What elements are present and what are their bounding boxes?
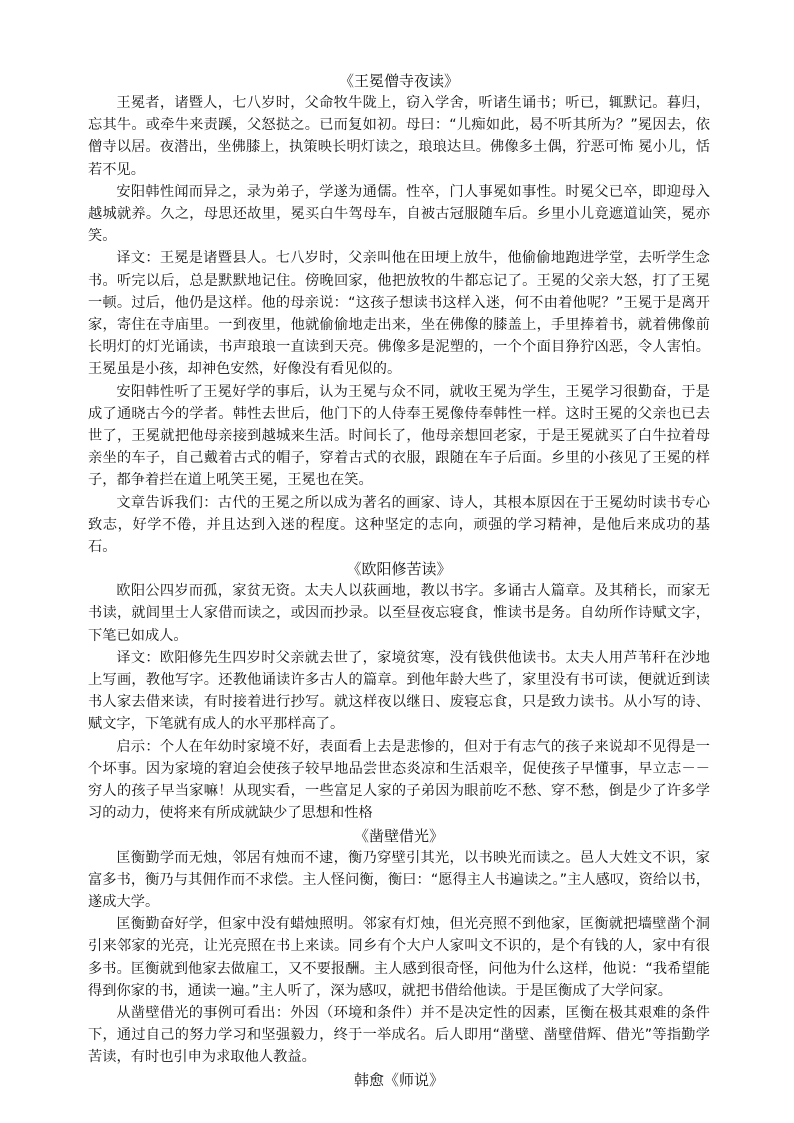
section-title: 韩愈《师说》 xyxy=(353,1070,444,1089)
section-zaobi xyxy=(88,825,710,1069)
paragraph: 安阳韩性闻而异之，录为弟子，学遂为通儒。性卒，门人事冕如事性。时冕父已卒，即迎母入越城就养。久之，母思还故里，冕买白牛驾母车，自被古冠服随车后。乡里小儿竟遮道讪笑，冕亦笑。 xyxy=(88,183,710,245)
document-page xyxy=(88,70,710,1091)
paragraph: 安阳韩性听了王冕好学的事后，认为王冕与众不同，就收王冕为学生，王冕学习很勤奋，于是成了通晓古今的学者。韩性去世后，他门下的人侍奉王冕像侍奉韩性一样。这时王冕的父亲也已去世了，王冕就把他母亲接到越城来生活。时间长了，他母亲想回老家，于是王冕就买了白牛拉着母亲坐的车子，自己戴着古式的帽子，穿着古式的衣服，跟随在车子后面。乡里的小孩见了王冕的样子，都争着拦在道上吼笑王冕，王冕也在笑。 xyxy=(88,383,710,489)
paragraph: 王冕者，诸暨人，七八岁时，父命牧牛陇上，窃入学舍，听诸生诵书；听已，辄默记。暮归，忘其牛。或牵牛来责蹊，父怒挞之。已而复如初。母曰：“儿痴如此，曷不听其所为？”冕因去，依僧寺以居。夜潜出，坐佛膝上，执策映长明灯读之，琅琅达旦。佛像多土偶，狞恶可怖 冕小儿，恬若不见。 xyxy=(88,95,710,178)
paragraph: 启示：个人在年幼时家境不好，表面看上去是悲惨的，但对于有志气的孩子来说却不见得是一个坏事。因为家境的窘迫会使孩子较早地品尝世态炎凉和生活艰辛，促使孩子早懂事，早立志－－穷人的孩子早当家嘛！从现实看，一些富足人家的子弟因为眼前吃不愁、穿不愁，倒是少了许多学习的动力，使将来有所成就缺少了思想和性格 xyxy=(88,738,710,822)
paragraph: 匡衡勤奋好学，但家中没有蜡烛照明。邻家有灯烛，但光亮照不到他家，匡衡就把墙壁凿个洞引来邻家的光亮，让光亮照在书上来读。同乡有个大户人家叫文不识的，是个有钱的人，家中有很多书。匡衡就到他家去做雇工，又不要报酬。主人感到很奇怪，问他为什么这样，他说：“我希望能得到你家的书，通读一遍。”主人听了，深为感叹，就把书借给他读。于是匡衡成了大学问家。 xyxy=(88,916,710,999)
section-title: 《王冕僧寺夜读》 xyxy=(338,72,459,90)
section-ouyangxiu xyxy=(88,558,710,824)
paragraph: 译文：欧阳修先生四岁时父亲就去世了，家境贫寒，没有钱供他读书。太夫人用芦苇秆在沙地上写画，教他写字。还教他诵读许多古人的篇章。到他年龄大些了，家里没有书可读，便就近到读书人家去借来读，有时接着进行抄写。就这样夜以继日、废寝忘食，只是致力读书。从小写的诗、赋文字，下笔就有成人的水平那样高了。 xyxy=(88,649,710,733)
section-title: 《欧阳修苦读》 xyxy=(346,560,452,579)
paragraph: 译文：王冕是诸暨县人。七八岁时，父亲叫他在田埂上放牛，他偷偷地跑进学堂，去听学生念书。听完以后，总是默默地记住。傍晚回家，他把放牧的牛都忘记了。王冕的父亲大怒，打了王冕一顿。过后，他仍是这样。他的母亲说：“这孩子想读书这样入迷，何不由着他呢？”王冕于是离开家，寄住在寺庙里。一到夜里，他就偷偷地走出来，坐在佛像的膝盖上，手里捧着书，就着佛像前长明灯的灯光诵读，书声琅琅一直读到天亮。佛像多是泥塑的，一个个面目狰狞凶恶，令人害怕。王冕虽是小孩，却神色安然，好像没有看见似的。 xyxy=(88,250,710,378)
paragraph: 文章告诉我们：古代的王冕之所以成为著名的画家、诗人，其根本原因在于王冕幼时读书专心致志，好学不倦，并且达到入迷的程度。这种坚定的志向，顽强的学习精神，是他后来成功的基石。 xyxy=(88,494,710,556)
section-shishuo xyxy=(88,1069,710,1091)
paragraph: 匡衡勤学而无烛，邻居有烛而不逮，衡乃穿壁引其光，以书映光而读之。邑人大姓文不识，家富多书，衡乃与其佣作而不求偿。主人怪问衡，衡曰：“愿得主人书遍读之。”主人感叹，资给以书，遂成大学。 xyxy=(88,849,710,910)
paragraph: 欧阳公四岁而孤，家贫无资。太夫人以荻画地，教以书字。多诵古人篇章。及其稍长，而家无书读，就闾里士人家借而读之，或因而抄录。以至昼夜忘寝食，惟读书是务。自幼所作诗赋文字，下笔已如成人。 xyxy=(88,583,710,644)
paragraph: 从凿壁借光的事例可看出：外因（环境和条件）并不是决定性的因素，匡衡在极其艰难的条件下，通过自己的努力学习和坚强毅力，终于一举成名。后人即用“凿壁、凿壁借辉、借光”等指勤学苦读，有时也引申为求取他人教益。 xyxy=(88,1004,710,1066)
section-wangmian xyxy=(88,70,710,558)
section-title: 《凿壁借光》 xyxy=(353,826,444,845)
